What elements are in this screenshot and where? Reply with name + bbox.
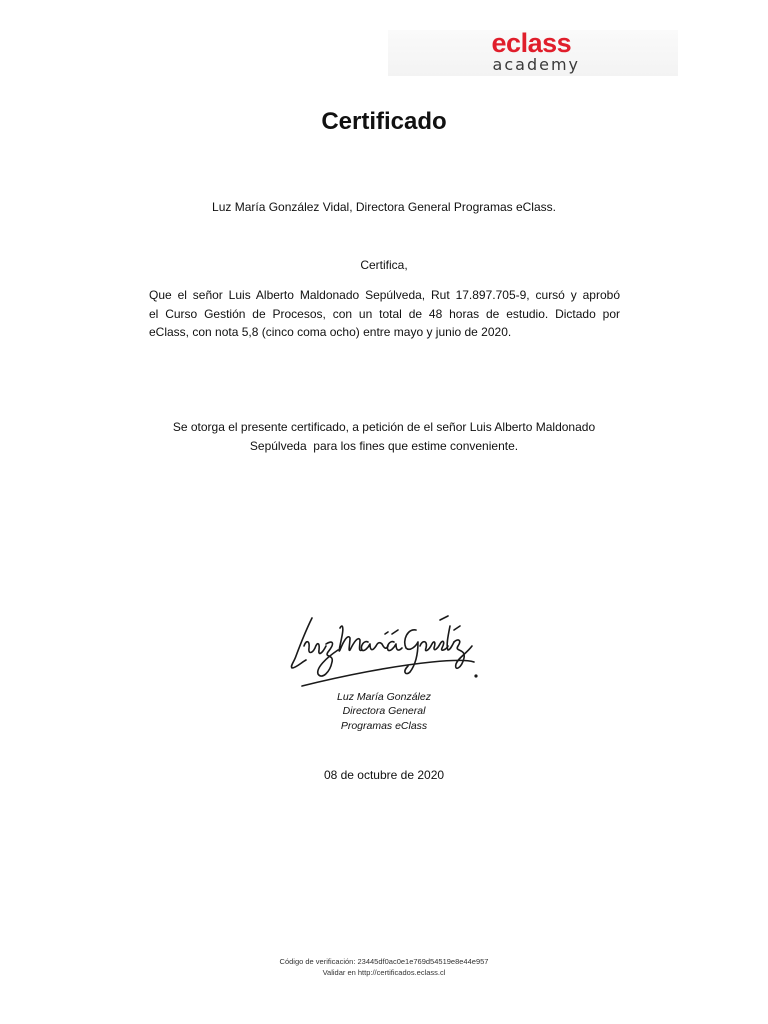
logo-sub: academy bbox=[492, 55, 580, 74]
issue-date: 08 de octubre de 2020 bbox=[323, 768, 445, 782]
signatory-role: Directora General bbox=[342, 705, 426, 717]
handwritten-signature bbox=[282, 606, 482, 694]
grant-line-2: Sepúlveda para los fines que estime conveniente. bbox=[249, 439, 519, 453]
body-line: Que el señor Luis Alberto Maldonado Sepúlveda, Rut 17.897.705-9, cursó y aprobó bbox=[149, 288, 620, 302]
certificate-body bbox=[149, 286, 620, 342]
grant-line-1: Se otorga el presente certificado, a petición de el señor Luis Alberto Maldonado bbox=[172, 420, 596, 434]
body-line: eClass, con nota 5,8 (cinco coma ocho) entre mayo y junio de 2020. bbox=[149, 325, 512, 339]
validation-url: Validar en http://certificados.eclass.cl bbox=[322, 968, 446, 977]
body-line: el Curso Gestión de Procesos, con un total de 48 horas de estudio. Dictado por bbox=[149, 306, 620, 321]
logo-brand: eclass bbox=[491, 28, 572, 58]
certifies-label: Certifica, bbox=[360, 258, 408, 272]
signatory-name: Luz María González bbox=[337, 691, 431, 703]
issuer-line: Luz María González Vidal, Directora General Programas eClass. bbox=[212, 200, 556, 214]
signatory-program: Programas eClass bbox=[340, 720, 428, 732]
document-title: Certificado bbox=[321, 108, 447, 135]
verification-code: Código de verificación: 23445df0ac0e1e769d54519e8e44e957 bbox=[279, 957, 489, 966]
eclass-academy-logo bbox=[492, 30, 580, 73]
